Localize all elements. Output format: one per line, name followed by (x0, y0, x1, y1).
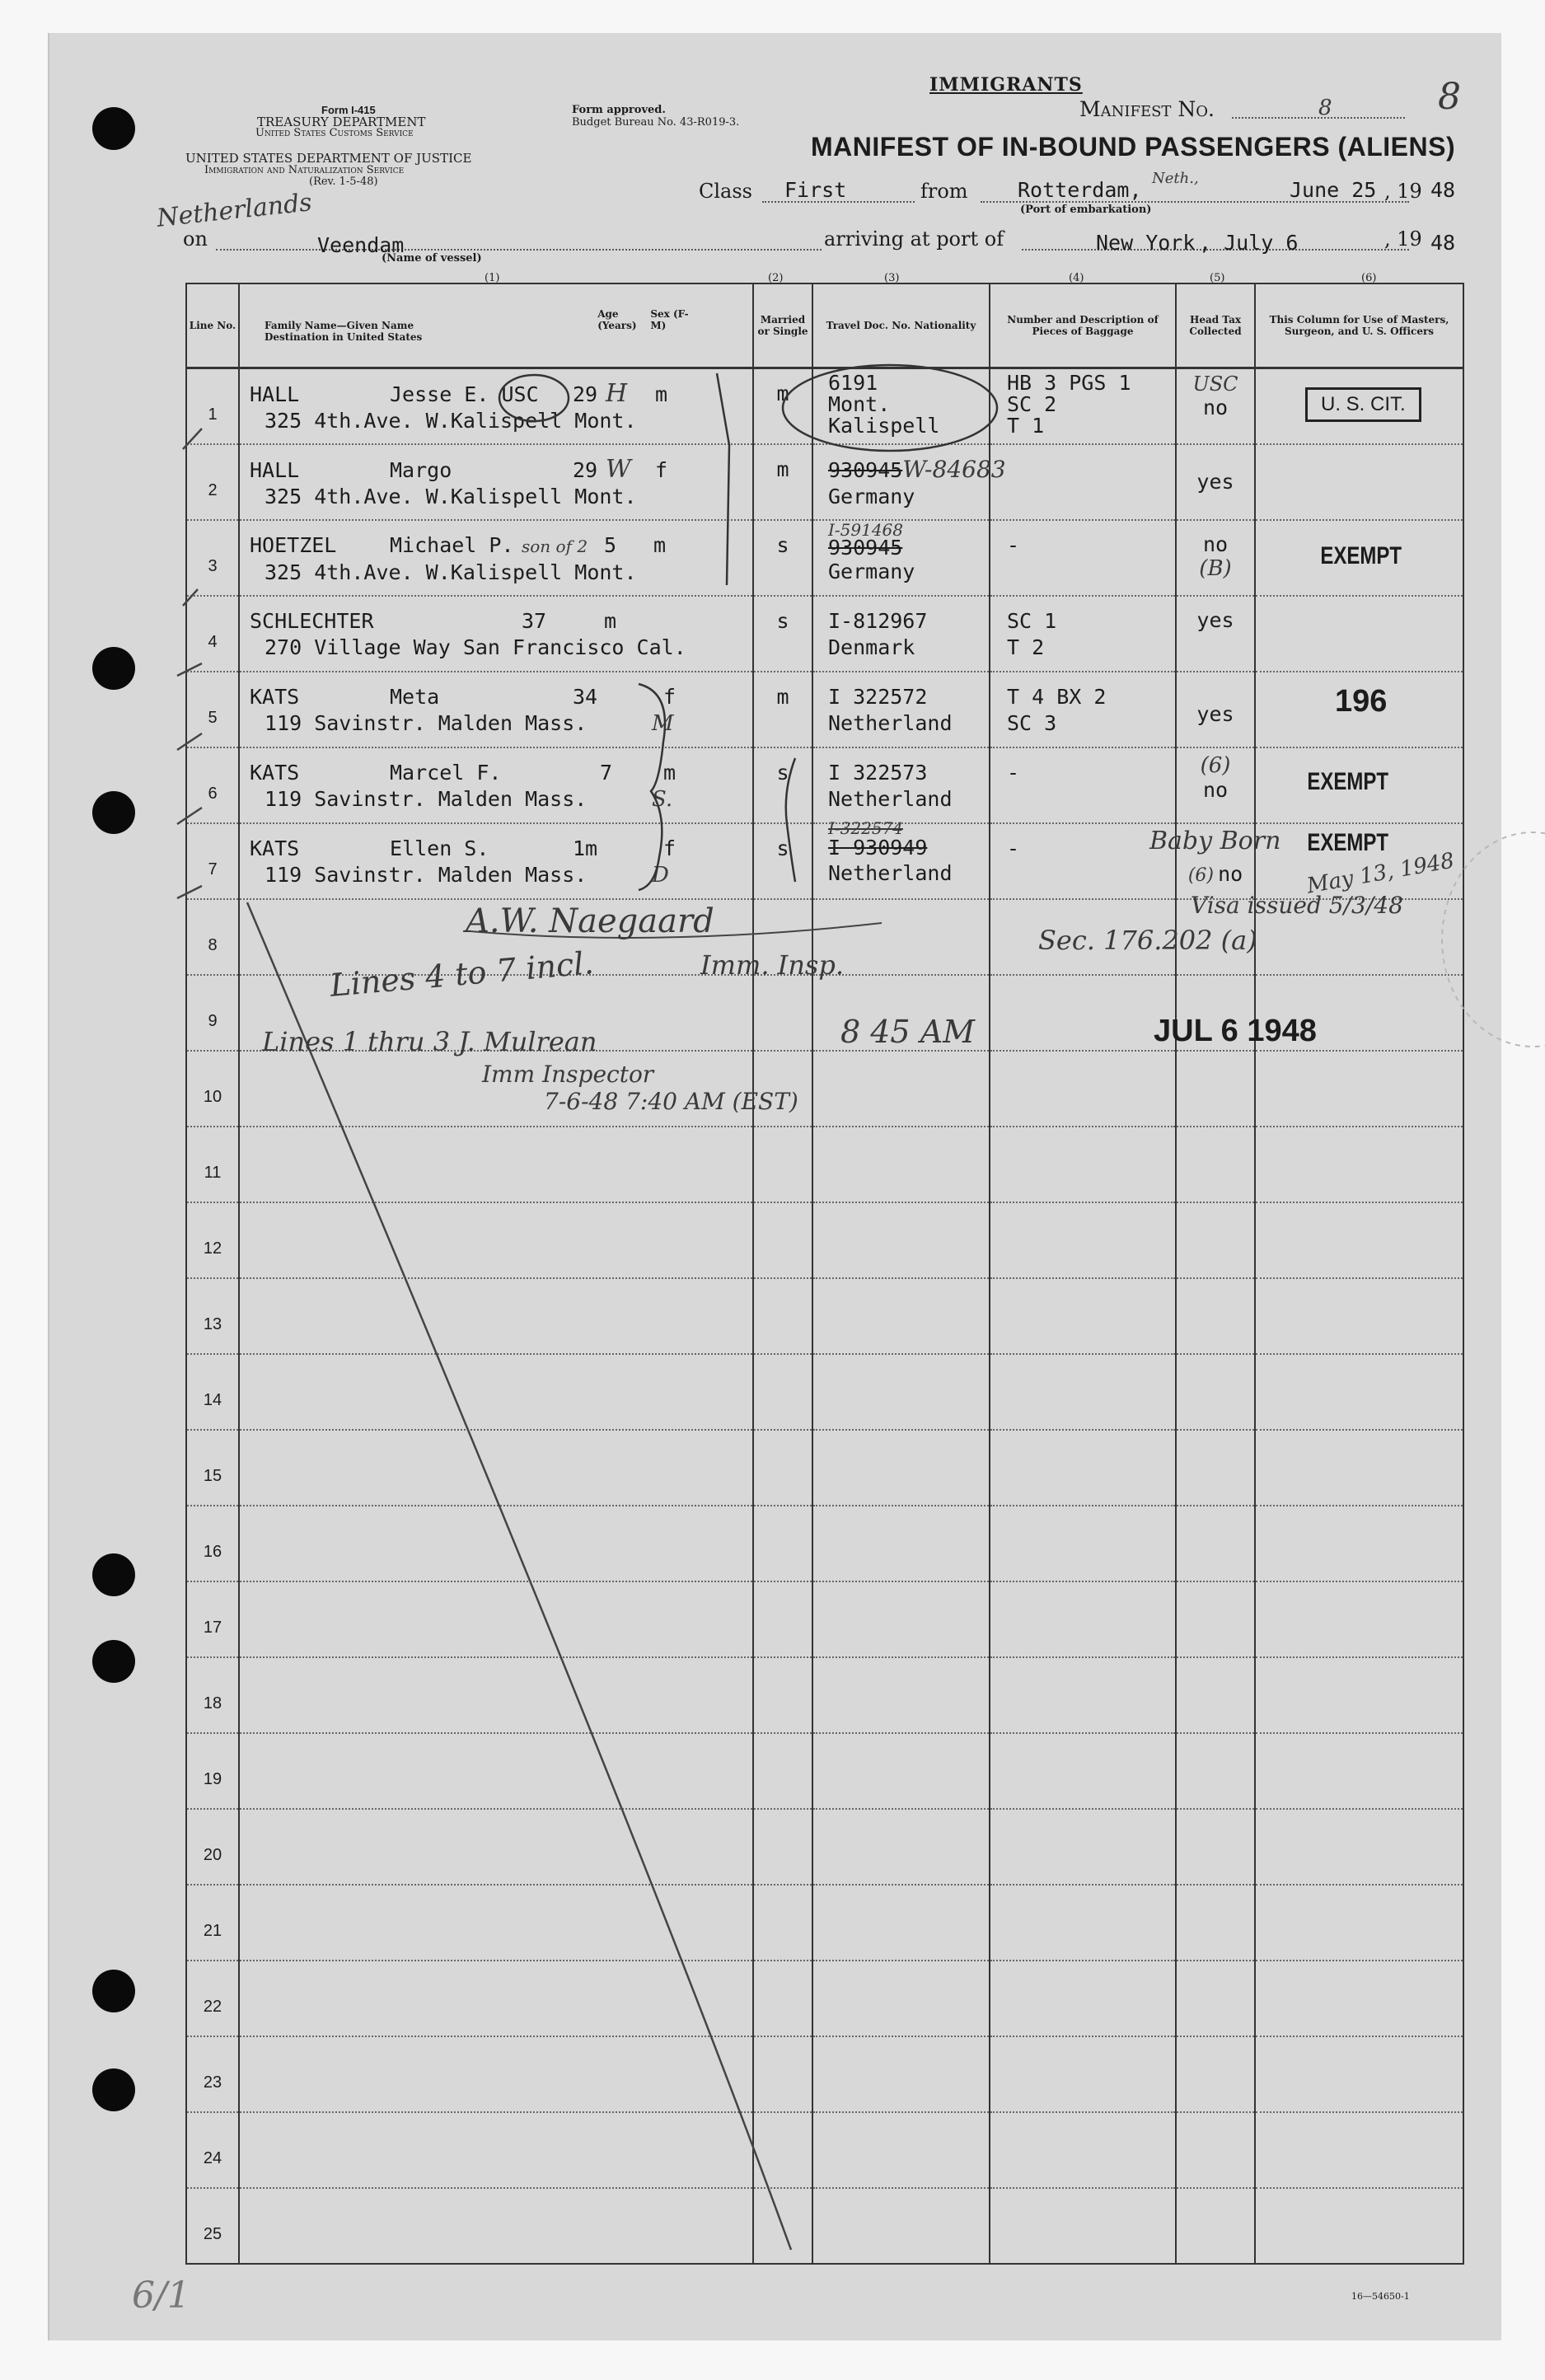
us-cit-stamp: U. S. CIT. (1305, 387, 1421, 422)
destination: 119 Savinstr. Malden Mass. (265, 711, 588, 735)
head-tax: yes (1196, 608, 1234, 632)
baggage: HB 3 PGS 1 (1007, 371, 1131, 395)
table-row (186, 2188, 1463, 2264)
surname: HOETZEL (250, 533, 337, 557)
surname: HALL (250, 458, 300, 482)
inspector-2: Imm Inspector (482, 1061, 654, 1088)
line-number: 19 (203, 1770, 222, 1788)
line-number: 2 (208, 481, 218, 499)
header-head-tax: Head Tax Collected (1176, 283, 1255, 368)
column-number-5: (5) (1210, 272, 1225, 284)
form-revision: (Rev. 1-5-48) (309, 176, 378, 188)
port-note: Neth., (1152, 170, 1199, 187)
line-number: 21 (203, 1922, 222, 1940)
port-caption: (Port of embarkation) (1020, 204, 1152, 216)
head-tax: yes (1196, 470, 1234, 494)
table-row (186, 2036, 1463, 2112)
age: 29 (573, 382, 598, 406)
embark-year: 48 (1430, 178, 1456, 202)
table-row (186, 747, 1463, 823)
binder-hole-1 (92, 107, 135, 150)
binder-hole-5 (92, 1640, 135, 1683)
table-row (186, 1581, 1463, 1657)
sex: m (604, 609, 617, 633)
age-note: S. (652, 787, 673, 812)
doc-note: I-322574 (828, 818, 904, 838)
binder-hole-3 (92, 791, 135, 834)
from-label: from (920, 180, 968, 203)
line-number: 16 (203, 1543, 222, 1561)
tax-note: (6) (1200, 753, 1231, 778)
head-tax: no (1202, 532, 1229, 556)
line-number: 12 (203, 1239, 222, 1258)
age-note: M (652, 711, 674, 736)
age: 29 (573, 458, 598, 482)
header-age: Age (Years) (597, 308, 637, 331)
travel-doc: 6191 (828, 371, 878, 395)
travel-doc: I 322573 (828, 761, 928, 785)
travel-doc: I-812967 (828, 609, 928, 633)
treasury-dept: TREASURY DEPARTMENT (257, 115, 426, 129)
table-row (186, 1733, 1463, 1809)
inspector-signature: A.W. Naegaard (466, 902, 714, 940)
baggage: SC 3 (1007, 711, 1057, 735)
header-sex: Sex (F-M) (650, 308, 689, 331)
column-number-4: (4) (1069, 272, 1084, 284)
destination: 325 4th.Ave. W.Kalispell Mont. (265, 485, 637, 508)
header-travel-doc: Travel Doc. No. Nationality (812, 283, 990, 368)
line-number: 14 (203, 1391, 222, 1409)
table-row (186, 1354, 1463, 1430)
tax-note: (B) (1199, 556, 1232, 581)
tax-note: USC (1192, 372, 1238, 396)
age: 34 (573, 685, 598, 709)
line-number: 22 (203, 1998, 222, 2016)
nationality: Netherland (828, 787, 953, 811)
column-number-2: (2) (768, 272, 784, 284)
table-row (186, 2112, 1463, 2188)
manifest-title: MANIFEST OF IN-BOUND PASSENGERS (ALIENS) (811, 132, 1456, 162)
head-tax: no (1218, 862, 1243, 886)
arrival-year: 48 (1430, 231, 1456, 255)
line-number: 17 (203, 1619, 222, 1637)
line-number: 25 (203, 2225, 222, 2243)
head-tax: no (1202, 396, 1229, 419)
travel-doc: 930945 (828, 536, 903, 560)
surname: KATS (250, 761, 300, 785)
header-family-name: Family Name—Given Name (265, 320, 414, 331)
header-baggage: Number and Description of Pieces of Baggage (990, 283, 1176, 368)
marital-status: s (776, 609, 789, 633)
nationality: Netherland (828, 861, 953, 885)
table-row (186, 672, 1463, 747)
table-row (186, 596, 1463, 672)
line-number: 20 (203, 1846, 222, 1864)
baggage: T 1 (1007, 414, 1045, 438)
given-name: Ellen S. (390, 836, 489, 860)
lines-note-2: Lines 1 thru 3 J. Mulrean (262, 1026, 597, 1057)
table-row (186, 444, 1463, 520)
surname: KATS (250, 836, 300, 860)
nationality: Denmark (828, 635, 915, 659)
vessel-name: Veendam (317, 233, 405, 257)
binder-hole-7 (92, 2068, 135, 2111)
travel-doc: 930945 (828, 458, 903, 482)
surname: SCHLECHTER (250, 609, 374, 633)
table-row (186, 1430, 1463, 1506)
baggage: SC 2 (1007, 392, 1057, 416)
form-number: Form I-415 (321, 104, 376, 116)
arrival-year-prefix: , 19 (1384, 227, 1422, 251)
table-row (186, 1885, 1463, 1961)
time-stamp: 8 45 AM (840, 1014, 976, 1050)
number-stamp: 196 (1335, 684, 1388, 719)
inspector-2-date: 7-6-48 7:40 AM (EST) (544, 1088, 798, 1115)
table-row (186, 1202, 1463, 1278)
on-label: on (183, 227, 208, 251)
line-number: 9 (208, 1012, 218, 1030)
manifest-no-label: Manifest No. (1079, 97, 1215, 121)
doc-extra: Kalispell (828, 414, 940, 438)
baggage: - (1007, 761, 1020, 785)
age-note: W (606, 455, 631, 484)
table-row (186, 1127, 1463, 1202)
sex: f (655, 458, 668, 482)
date-stamp: JUL 6 1948 (1154, 1014, 1317, 1048)
given-name: Margo (390, 458, 452, 482)
doc-note: W-84683 (902, 456, 1006, 483)
table-row (186, 1506, 1463, 1581)
budget-bureau: Budget Bureau No. 43-R019-3. (572, 116, 740, 129)
line-number: 1 (208, 405, 218, 424)
destination: 119 Savinstr. Malden Mass. (265, 787, 588, 811)
line-number: 5 (208, 709, 218, 727)
exempt-stamp: EXEMPT (1307, 829, 1389, 856)
age-note: H (606, 379, 628, 408)
baggage: T 2 (1007, 635, 1045, 659)
line-number: 7 (208, 860, 218, 878)
tax-note: (6) (1187, 865, 1214, 886)
header-line-no: Line No. (186, 283, 239, 368)
line-number: 4 (208, 633, 218, 651)
lines-note: Lines 4 to 7 incl. (328, 944, 596, 1004)
table-row (186, 1657, 1463, 1733)
line-number: 24 (203, 2149, 222, 2167)
sex: m (663, 761, 677, 785)
given-name: Meta (390, 685, 440, 709)
destination: 325 4th.Ave. W.Kalispell Mont. (265, 409, 637, 433)
baggage: - (1007, 836, 1020, 860)
head-tax: no (1202, 778, 1229, 802)
baggage: T 4 BX 2 (1007, 685, 1107, 709)
passenger-table (185, 283, 1464, 2265)
exempt-stamp: EXEMPT (1307, 768, 1389, 795)
doc-note: I-591468 (828, 520, 904, 540)
marital-status: s (776, 533, 789, 557)
baby-note: Baby Born (1149, 827, 1281, 855)
embark-year-prefix: , 19 (1384, 180, 1422, 203)
visa-note: Visa issued 5/3/48 (1191, 892, 1403, 919)
corner-mark: 8 (1438, 76, 1461, 118)
marital-status: s (776, 761, 789, 785)
column-number-3: (3) (884, 272, 900, 284)
class-label: Class (699, 180, 752, 203)
line-number: 13 (203, 1315, 222, 1333)
exempt-stamp: EXEMPT (1320, 542, 1402, 569)
table-row (186, 520, 1463, 596)
line-number: 6 (208, 785, 218, 803)
binder-hole-2 (92, 647, 135, 690)
table-row (186, 368, 1463, 445)
form-approved: Form approved. (572, 104, 666, 116)
ins-service: Immigration and Naturalization Service (204, 164, 405, 176)
header-married: Married or Single (753, 283, 812, 368)
port-of-embarkation: Rotterdam, (1018, 178, 1142, 202)
travel-doc: I 322572 (828, 685, 928, 709)
binder-hole-6 (92, 1970, 135, 2012)
head-tax: yes (1196, 702, 1234, 726)
line-number: 15 (203, 1467, 222, 1485)
arrival-port: New York (1096, 231, 1196, 255)
manifest-no-value: 8 (1318, 96, 1332, 120)
justice-dept: UNITED STATES DEPARTMENT OF JUSTICE (185, 151, 472, 166)
age: 1m (573, 836, 598, 860)
destination: 325 4th.Ave. W.Kalispell Mont. (265, 560, 637, 584)
table-row (186, 1278, 1463, 1354)
baggage: SC 1 (1007, 609, 1057, 633)
marital-status: s (776, 836, 789, 860)
line-number: 18 (203, 1694, 222, 1712)
column-number-1: (1) (485, 272, 500, 284)
arriving-label: arriving at port of (824, 227, 1004, 251)
arrival-date: , July 6 (1199, 231, 1299, 255)
line-number: 23 (203, 2073, 222, 2092)
immigrants-heading: IMMIGRANTS (929, 74, 1083, 96)
print-code: 16—54650-1 (1351, 2291, 1410, 2302)
given-name: Michael P. (390, 533, 514, 557)
line-number: 11 (204, 1164, 222, 1182)
nationality: Germany (828, 485, 915, 508)
line-number: 10 (203, 1088, 222, 1106)
destination: 119 Savinstr. Malden Mass. (265, 863, 588, 887)
nationality: Germany (828, 560, 915, 583)
country-note: Netherlands (155, 188, 314, 233)
baggage: - (1007, 533, 1020, 557)
baby-date: May 13, 1948 (1304, 848, 1457, 899)
column-number-6: (6) (1361, 272, 1377, 284)
sex: m (653, 533, 667, 557)
marital-status: m (776, 457, 789, 481)
inspector-title: Imm. Insp. (700, 949, 844, 981)
header-name-destination (239, 283, 753, 368)
given-name: Jesse E. USC (390, 382, 539, 406)
binder-hole-4 (92, 1553, 135, 1596)
section-note: Sec. 176.202 (a) (1038, 925, 1257, 956)
sex: f (663, 836, 677, 860)
line-number: 3 (208, 557, 218, 575)
age-note: D (652, 863, 669, 888)
header-destination: Destination in United States (265, 331, 423, 343)
bottom-left-note: 6/1 (132, 2275, 190, 2317)
nationality: Netherland (828, 711, 953, 735)
age: 5 (604, 533, 617, 557)
travel-doc: I 930949 (828, 836, 928, 860)
age: 7 (600, 761, 613, 785)
vessel-caption: (Name of vessel) (382, 252, 482, 265)
table-row (186, 1961, 1463, 2036)
age: 37 (522, 609, 547, 633)
table-row (186, 1051, 1463, 1127)
marital-status: m (776, 685, 789, 709)
customs-service: United States Customs Service (255, 127, 414, 139)
age-note: son of 2 (522, 536, 588, 556)
table-row (186, 1809, 1463, 1885)
sex: f (663, 685, 677, 709)
marital-status: m (776, 382, 789, 405)
surname: HALL (250, 382, 300, 406)
surname: KATS (250, 685, 300, 709)
embark-date: June 25 (1290, 178, 1377, 202)
header-officers: This Column for Use of Masters, Surgeon, and U. S. Officers (1255, 283, 1463, 368)
line-number: 8 (208, 936, 218, 954)
destination: 270 Village Way San Francisco Cal. (265, 635, 686, 659)
class-value: First (784, 178, 847, 202)
sex: m (655, 382, 668, 406)
nationality: Mont. (828, 392, 891, 416)
given-name: Marcel F. (390, 761, 502, 785)
